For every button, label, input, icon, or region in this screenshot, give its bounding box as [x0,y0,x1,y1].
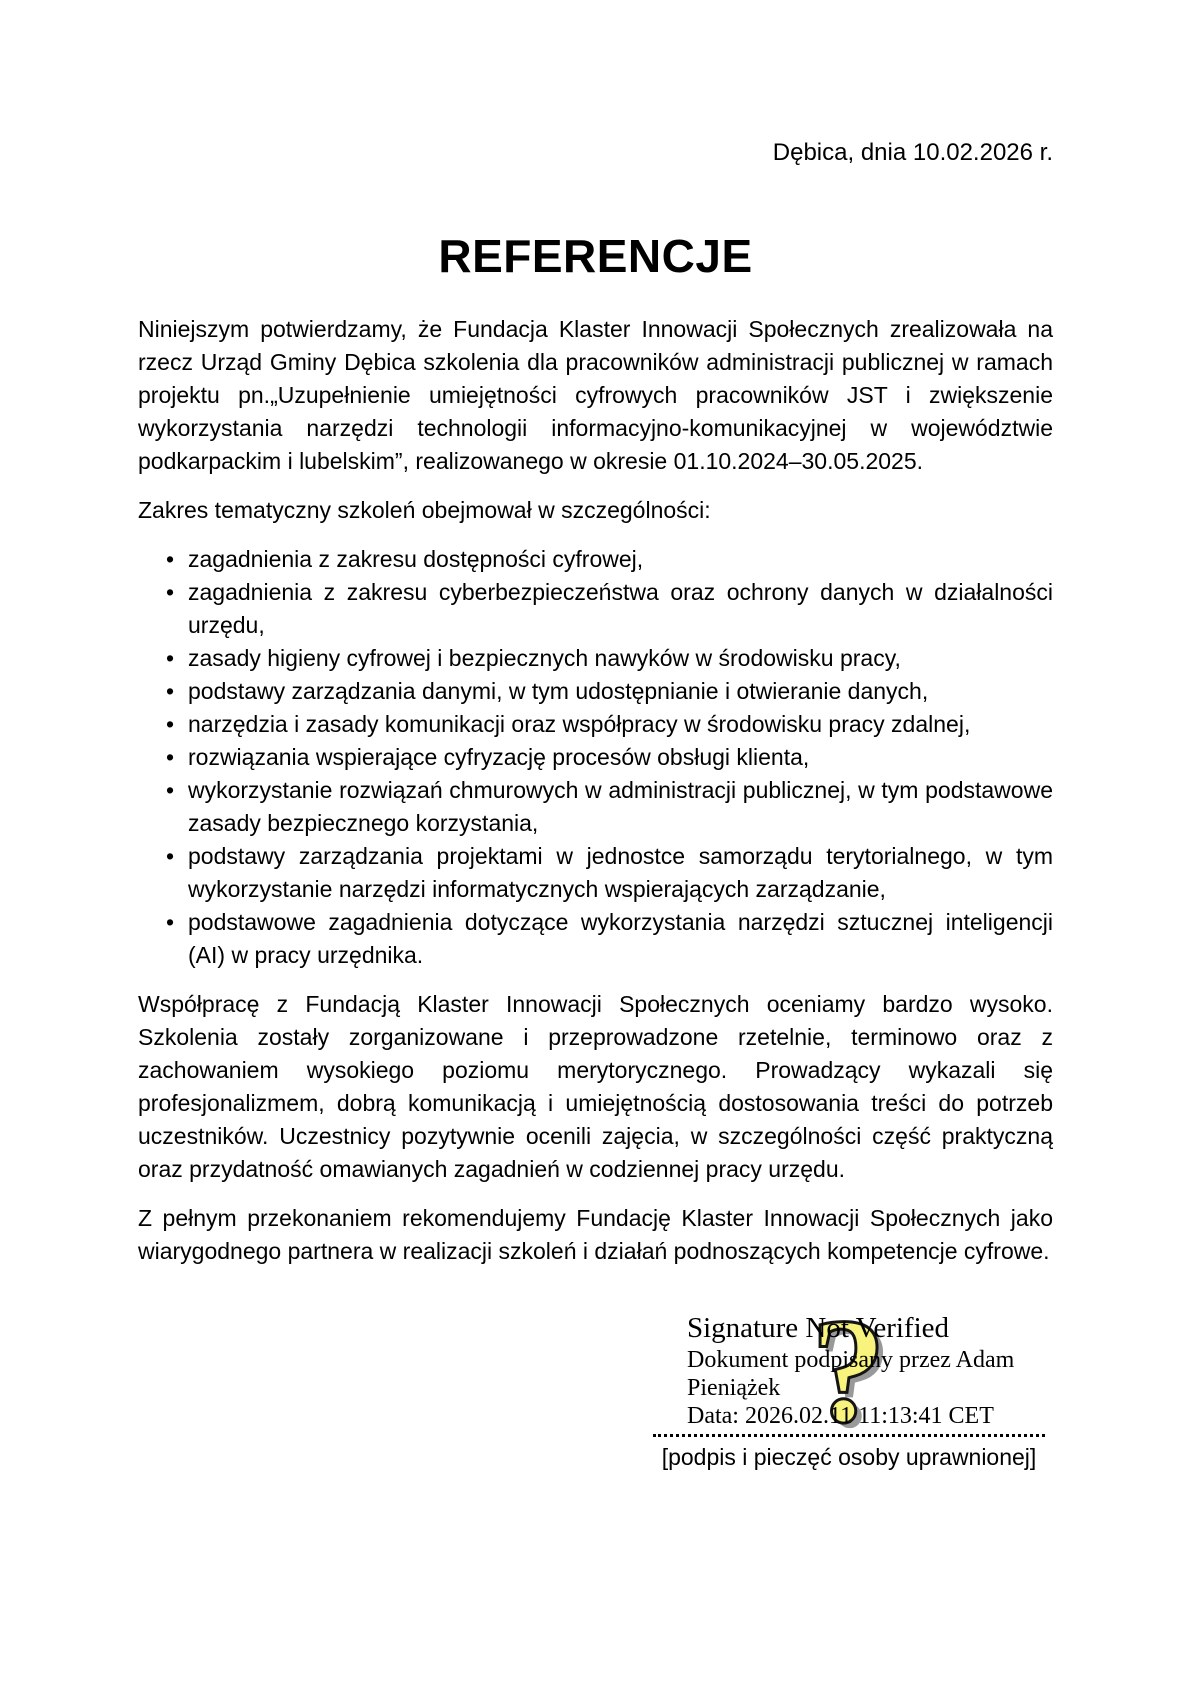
assessment-paragraph: Współpracę z Fundacją Klaster Innowacji Społecznych oceniamy bardzo wysoko. Szkolenia zostały zorganizowane i przeprowadzone rzetelnie, terminowo oraz z zachowaniem wysokiego poziomu merytorycznego. Prowadzący wykazali się profesjonalizmem, dobrą komunikacją i umiejętnością dostosowania treści do potrzeb uczestników. Uczestnicy pozytywnie ocenili zajęcia, w szczególności część praktyczną oraz przydatność omawianych zagadnień w codziennej pracy urzędu. [138,991,1053,1182]
list-item: • podstawy zarządzania projektami w jednostce samorządu terytorialnego, w tym wykorzystanie narzędzi informatycznych wspierających zarządzanie, [138,840,1053,906]
scope-intro-paragraph: Zakres tematyczny szkoleń obejmował w szczególności: [138,497,711,523]
list-item: • wykorzystanie rozwiązań chmurowych w administracji publicznej, w tym podstawowe zasady bezpiecznego korzystania, [138,774,1053,840]
list-item: • zasady higieny cyfrowej i bezpiecznych nawyków w środowisku pracy, [138,642,1053,675]
signature-signer-line2: Pieniążek [687,1375,781,1401]
training-topics-list [138,543,1053,972]
signature-dotted-line [653,1434,1045,1437]
signature-signer-line1: Dokument podpisany przez Adam [687,1347,1015,1373]
list-item: • podstawy zarządzania danymi, w tym udostępnianie i otwieranie danych, [138,675,1053,708]
list-item: • rozwiązania wspierające cyfryzację procesów obsługi klienta, [138,741,1053,774]
question-mark-icon: ? [811,1288,886,1454]
list-item: • zagadnienia z zakresu dostępności cyfrowej, [138,543,1053,576]
list-item: • zagadnienia z zakresu cyberbezpieczeństwa oraz ochrony danych w działalności urzędu, [138,576,1053,642]
signature-status: Signature Not Verified [687,1312,950,1344]
page-title: REFERENCJE [438,230,753,282]
signature-date: Data: 2026.02.11 11:13:41 CET [687,1403,994,1429]
intro-paragraph: Niniejszym potwierdzamy, że Fundacja Klaster Innowacji Społecznych zrealizowała na rzecz Urząd Gminy Dębica szkolenia dla pracowników administracji publicznej w ramach projektu pn.„Uzupełnienie umiejętności cyfrowych pracowników JST i zwiększenie wykorzystania narzędzi technologii informacyjno-komunikacyjnej w województwie podkarpackim i lubelskim”, realizowanego w okresie 01.10.2024–30.05.2025. [138,316,1053,474]
signature-caption: [podpis i pieczęć osoby uprawnionej] [661,1444,1037,1470]
recommendation-paragraph: Z pełnym przekonaniem rekomendujemy Fundację Klaster Innowacji Społecznych jako wiarygodnego partnera w realizacji szkoleń i działań podnoszących kompetencje cyfrowe. [138,1205,1053,1264]
signature-verification-text [653,1310,1045,1430]
list-item: • podstawowe zagadnienia dotyczące wykorzystania narzędzi sztucznej inteligencji (AI) w pracy urzędnika. [138,906,1053,972]
date-line: Dębica, dnia 10.02.2026 r. [772,139,1053,166]
list-item: • narzędzia i zasady komunikacji oraz współpracy w środowisku pracy zdalnej, [138,708,1053,741]
signature-block [653,1288,1045,1474]
